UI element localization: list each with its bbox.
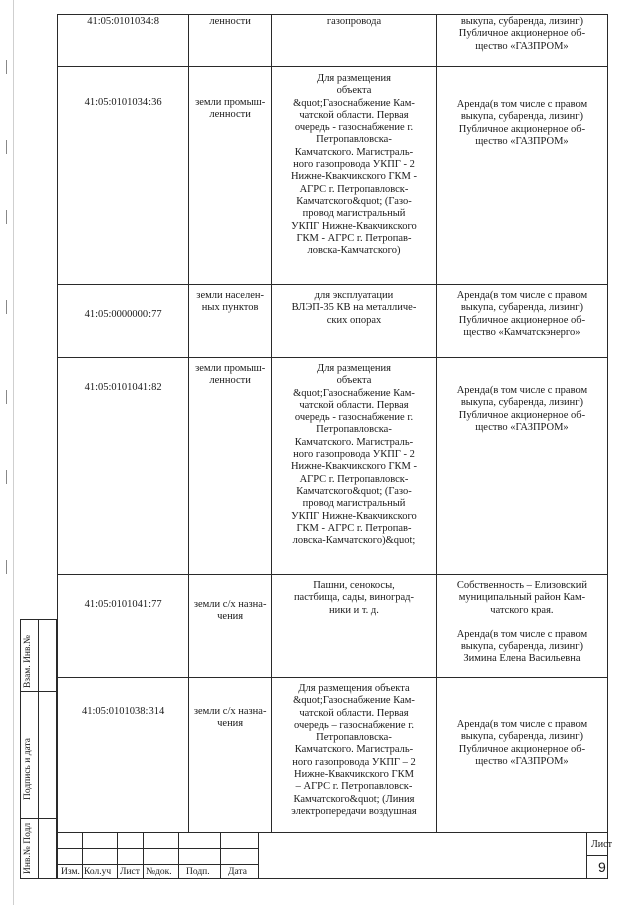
- right-line: [440, 707, 604, 719]
- parcel-number: 41:05:0101041:77: [58, 575, 189, 678]
- right-line: Публичное акционерное об-: [458, 743, 586, 755]
- land-category: земли населен- ных пунктов: [189, 285, 272, 358]
- right-holder: [436, 575, 607, 678]
- right-line: выкупа, субаренда, лизинг): [460, 731, 584, 743]
- right-line: муниципальный район Кам-: [458, 592, 586, 604]
- permitted-use: Для размещения объекта &quot;Газоснабжение Кам- чатской области. Первая очередь – газоснабжение г. Петропавловска- Камчатского. Магистраль- ного газопровода УКПГ – 2 Нижне-Квакчикского ГКМ – АГРС г. Петропавловск- Камчатского&quot; (Линия электропередачи воздушная: [272, 678, 437, 833]
- right-line: Зимина Елена Васильевна: [463, 653, 581, 665]
- stamp-col-data: Дата: [228, 867, 247, 877]
- right-holder: [436, 678, 607, 833]
- inv-podl-label: Инв.№ Подл: [23, 822, 33, 874]
- right-line: щество «ГАЗПРОМ»: [475, 40, 569, 52]
- right-line: чатского края.: [490, 604, 554, 616]
- land-category: земли с/х назна- чения: [189, 575, 272, 678]
- right-line: выкупа, субаренда, лизинг): [460, 302, 584, 314]
- permitted-use: Для размещения объекта &quot;Газоснабжение Кам- чатской области. Первая очередь - газоснабжение г. Петропавловска- Камчатского. Магистраль- ного газопровода УКПГ - 2 Нижне-Квакчикского ГКМ - АГРС г. Петропавловск- Камчатского&quot; (Газо- провод магистральный УКПГ Нижне-Квакчикского ГКМ - АГРС г. Петропав- ловска-Камчатского): [272, 67, 437, 285]
- stamp-col-izm: Изм.: [61, 867, 80, 877]
- right-line: [440, 617, 604, 629]
- margin-tick: [6, 560, 7, 574]
- vzam-label: Взам. Инв.№: [23, 635, 33, 688]
- binding-line: [13, 0, 14, 905]
- parcel-number: 41:05:0101041:82: [58, 358, 189, 575]
- right-line: щество «ГАЗПРОМ»: [475, 755, 569, 767]
- right-line: выкупа, субаренда, лизинг): [460, 397, 584, 409]
- right-holder: [436, 358, 607, 575]
- parcel-number: 41:05:0101034:36: [58, 67, 189, 285]
- sheet-number: 9: [598, 859, 606, 875]
- table-row: [58, 575, 608, 678]
- permitted-use: Пашни, сенокосы, пастбища, сады, виноград- ники и т. д.: [272, 575, 437, 678]
- right-line: выкупа, субаренда, лизинг): [460, 111, 584, 123]
- right-line: [440, 695, 604, 707]
- right-holder: [436, 285, 607, 358]
- side-stamp: [20, 619, 57, 879]
- stamp-col-podp: Подп.: [186, 867, 210, 877]
- podpis-label: Подпись и дата: [23, 737, 33, 800]
- right-line: [440, 683, 604, 695]
- right-line: выкупа, субаренда, лизинг): [460, 641, 584, 653]
- right-line: Публичное акционерное об-: [458, 28, 586, 40]
- parcels-table: [57, 14, 608, 833]
- right-line: щество «Камчатскэнерго»: [463, 326, 581, 338]
- right-line: Аренда(в том числе с правом: [456, 99, 588, 110]
- right-line: Публичное акционерное об-: [458, 409, 586, 421]
- right-line: Аренда(в том числе с правом: [456, 628, 588, 640]
- permitted-use: газопровода: [272, 15, 437, 67]
- right-line: Аренда(в том числе с правом: [456, 290, 588, 301]
- stamp-col-doc: №док.: [146, 867, 172, 877]
- land-category: земли с/х назна- чения: [189, 678, 272, 833]
- right-line: Аренда(в том числе с правом: [456, 719, 588, 730]
- stamp-col-kol: Кол.уч: [84, 867, 112, 877]
- right-line: щество «ГАЗПРОМ»: [475, 421, 569, 433]
- right-line: выкупа, субаренда, лизинг): [460, 16, 584, 27]
- right-line: щество «ГАЗПРОМ»: [475, 135, 569, 147]
- right-holder: [436, 67, 607, 285]
- right-line: Публичное акционерное об-: [458, 123, 586, 135]
- margin-tick: [6, 390, 7, 404]
- sheet-label: Лист: [591, 839, 612, 850]
- table-row: [58, 358, 608, 575]
- margin-tick: [6, 60, 7, 74]
- parcel-number: 41:05:0000000:77: [58, 285, 189, 358]
- land-category: земли промыш- ленности: [189, 67, 272, 285]
- land-category: ленности: [189, 15, 272, 67]
- permitted-use: для эксплуатации ВЛЭП-35 КВ на металличе- ских опорах: [272, 285, 437, 358]
- table-row: [58, 678, 608, 833]
- land-category: земли промыш- ленности: [189, 358, 272, 575]
- margin-tick: [6, 470, 7, 484]
- table-row: [58, 285, 608, 358]
- right-line: Собственность – Елизовский: [456, 580, 588, 591]
- margin-tick: [6, 300, 7, 314]
- table-row: [58, 67, 608, 285]
- parcel-number: 41:05:0101034:8: [58, 15, 189, 67]
- right-holder: [436, 15, 607, 67]
- right-line: Аренда(в том числе с правом: [456, 385, 588, 396]
- parcel-number: 41:05:0101038:314: [58, 678, 189, 833]
- permitted-use: Для размещения объекта &quot;Газоснабжение Кам- чатской области. Первая очередь - газоснабжение г. Петропавловска- Камчатского. Магистраль- ного газопровода УКПГ - 2 Нижне-Квакчикского ГКМ - АГРС г. Петропавловск- Камчатского&quot; (Газо- провод магистральный УКПГ Нижне-Квакчикского ГКМ - АГРС г. Петропав- ловска-Камчатского)&quot;: [272, 358, 437, 575]
- margin-tick: [6, 140, 7, 154]
- right-line: Публичное акционерное об-: [458, 314, 586, 326]
- title-block: [57, 832, 612, 879]
- margin-tick: [6, 210, 7, 224]
- table-row: [58, 15, 608, 67]
- stamp-col-list: Лист: [120, 867, 140, 877]
